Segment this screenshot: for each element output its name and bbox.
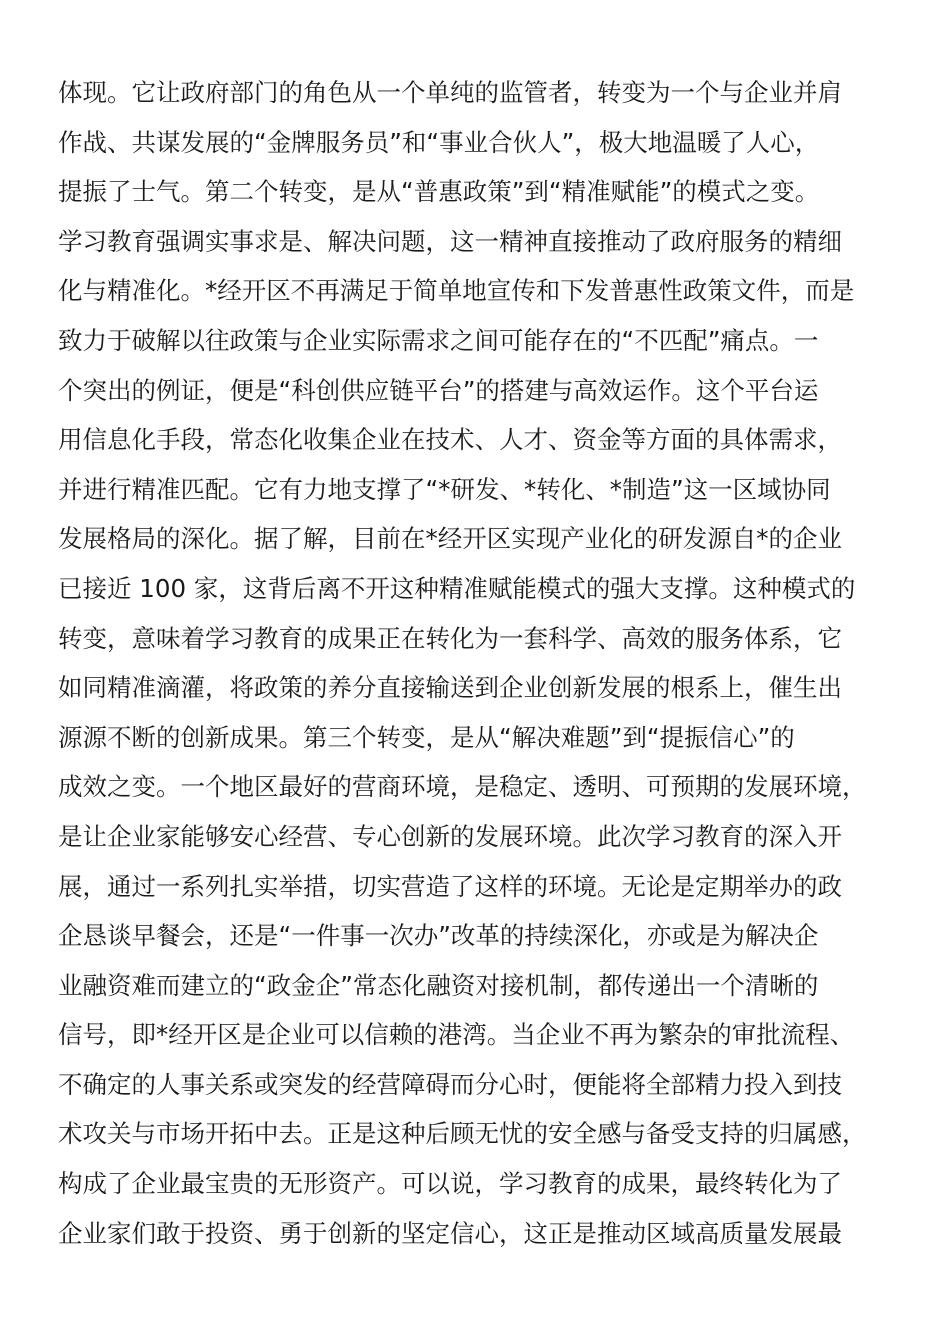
text-line: 信号，即*经开区是企业可以信赖的港湾。当企业不再为繁杂的审批流程、 xyxy=(58,1020,855,1050)
text-line: 是让企业家能够安心经营、专心创新的发展环境。此次学习教育的深入开 xyxy=(58,821,842,851)
text-line: 体现。它让政府部门的角色从一个单纯的监管者，转变为一个与企业并肩 xyxy=(58,78,842,107)
text-line: 业融资难而建立的“政金企”常态化融资对接机制，都传递出一个清晰的 xyxy=(58,970,819,1000)
text-line: 已接近 100 家，这背后离不开这种精准赋能模式的强大支撑。这种模式的 xyxy=(58,573,856,603)
text-line: 提振了士气。第二个转变，是从“普惠政策”到“精准赋能”的模式之变。 xyxy=(58,177,820,207)
text-line: 展，通过一系列扎实举措，切实营造了这样的环境。无论是定期举办的政 xyxy=(58,871,842,901)
text-line: 作战、共谋发展的“金牌服务员”和“事业合伙人”，极大地温暖了人心， xyxy=(58,127,820,157)
text-line: 企业家们敢于投资、勇于创新的坚定信心，这正是推动区域高质量发展最 xyxy=(58,1218,842,1248)
text-line: 转变，意味着学习教育的成果正在转化为一套科学、高效的服务体系，它 xyxy=(58,623,842,653)
text-line: 发展格局的深化。据了解，目前在*经开区实现产业化的研发源自*的企业 xyxy=(58,524,842,554)
text-line: 不确定的人事关系或突发的经营障碍而分心时，便能将全部精力投入到技 xyxy=(58,1069,842,1099)
text-line: 用信息化手段，常态化收集企业在技术、人才、资金等方面的具体需求， xyxy=(58,425,842,455)
text-line: 致力于破解以往政策与企业实际需求之间可能存在的“不匹配”痛点。一 xyxy=(58,325,819,355)
text-line: 个突出的例证，便是“科创供应链平台”的搭建与高效运作。这个平台运 xyxy=(58,375,819,405)
body-paragraph xyxy=(58,68,898,1258)
text-line: 源源不断的创新成果。第三个转变，是从“解决难题”到“提振信心”的 xyxy=(58,722,795,752)
text-line: 并进行精准匹配。它有力地支撑了“*研发、*转化、*制造”这一区域协同 xyxy=(58,474,831,504)
text-line: 化与精准化。*经开区不再满足于简单地宣传和下发普惠性政策文件，而是 xyxy=(58,276,855,306)
text-line: 成效之变。一个地区最好的营商环境，是稳定、透明、可预期的发展环境， xyxy=(58,772,867,802)
text-line: 构成了企业最宝贵的无形资产。可以说，学习教育的成果，最终转化为了 xyxy=(58,1169,842,1199)
text-line: 术攻关与市场开拓中去。正是这种后顾无忧的安全感与备受支持的归属感， xyxy=(58,1119,867,1149)
text-line: 如同精准滴灌，将政策的养分直接输送到企业创新发展的根系上，催生出 xyxy=(58,673,842,703)
text-line: 企恳谈早餐会，还是“一件事一次办”改革的持续深化，亦或是为解决企 xyxy=(58,921,819,951)
text-line: 学习教育强调实事求是、解决问题，这一精神直接推动了政府服务的精细 xyxy=(58,226,842,256)
